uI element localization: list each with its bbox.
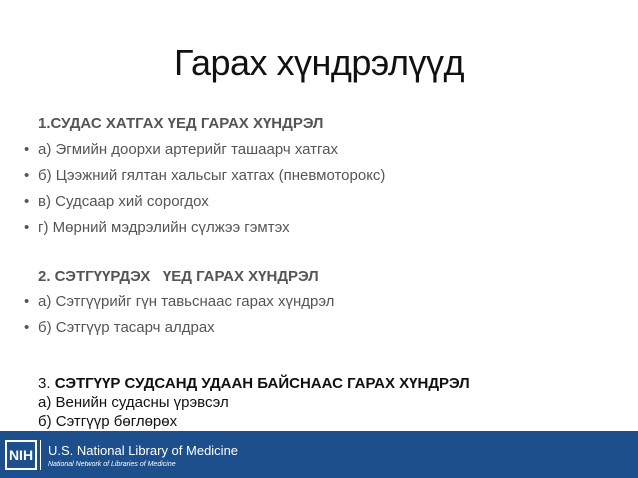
section3-line: а) Венийн судасны үрэвсэл — [38, 394, 229, 411]
footer-title: U.S. National Library of Medicine — [48, 443, 239, 458]
list-item-text: б) Сэтгүүр тасарч алдрах — [38, 319, 215, 336]
list-item-text: б) Цээжний гялтан хальсыг хатгах (пневмоторокс) — [38, 167, 386, 184]
section2-heading: 2. СЭТГҮҮРДЭХ ҮЕД ГАРАХ ХҮНДРЭЛ — [38, 268, 319, 285]
list-item-text: в) Судсаар хий сорогдох — [38, 193, 209, 210]
section3-number: 3. — [38, 375, 55, 392]
list-item — [24, 219, 385, 245]
bullet-icon: • — [24, 293, 30, 310]
list-item — [24, 319, 334, 345]
list-item — [24, 193, 385, 219]
list-item — [24, 167, 385, 193]
slide-title: Гарах хүндрэлүүд — [173, 42, 465, 83]
section3-block — [38, 374, 470, 431]
bullet-icon: • — [24, 219, 30, 236]
section3-heading-line — [38, 374, 470, 393]
footer-divider — [40, 440, 41, 470]
section3-heading: СЭТГҮҮР СУДСАНД УДААН БАЙСНААС ГАРАХ ХҮНДРЭЛ — [54, 375, 470, 392]
list-item — [24, 141, 385, 167]
list-item-text: а) Сэтгүүрийг гүн тавьснаас гарах хүндрэл — [38, 293, 335, 310]
list-item-text: а) Эгмийн доорхи артерийг ташаарч хатгах — [38, 141, 339, 158]
section3-line: б) Сэтгүүр бөглөрөх — [38, 413, 178, 430]
bullet-icon: • — [24, 319, 30, 336]
section1-list — [24, 141, 385, 245]
list-item — [24, 293, 334, 319]
nih-logo: NIH — [5, 440, 37, 470]
section2-list — [24, 293, 334, 345]
bullet-icon: • — [24, 167, 30, 184]
footer-banner — [0, 431, 638, 478]
footer-subtitle: National Network of Libraries of Medicine — [48, 461, 176, 468]
bullet-icon: • — [24, 193, 30, 210]
section1-heading: 1.СУДАС ХАТГАХ ҮЕД ГАРАХ ХҮНДРЭЛ — [38, 115, 324, 132]
list-item-text: г) Мөрний мэдрэлийн сүлжээ гэмтэх — [38, 219, 290, 236]
bullet-icon: • — [24, 141, 30, 158]
